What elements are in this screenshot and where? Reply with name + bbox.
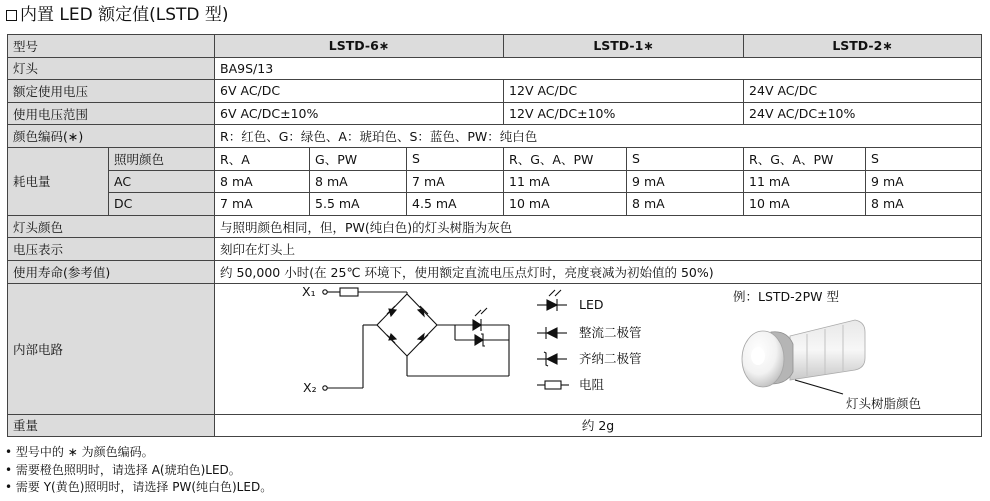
footnote: • 需要 Y(黄色)照明时，请选择 PW(纯白色)LED。 <box>5 480 273 494</box>
dc-cell: 5.5 mA <box>310 193 407 216</box>
voltage-display-row <box>8 238 982 261</box>
legend-led-icon <box>537 290 567 311</box>
legend-zener-label: 齐纳二极管 <box>579 350 642 366</box>
voltage-display-label: 电压表示 <box>8 238 215 261</box>
weight-row <box>8 414 982 437</box>
color-cell: R、A <box>215 147 310 170</box>
voltage-range-1: 12V AC/DC±10% <box>504 102 744 125</box>
x2-label: X₂ <box>303 379 317 395</box>
ac-cell: 11 mA <box>504 170 627 193</box>
footnote: • 需要橙色照明时，请选择 A(琥珀色)LED。 <box>5 462 241 477</box>
ac-cell: 9 mA <box>627 170 744 193</box>
circuit-label: 内部电路 <box>8 283 215 414</box>
model-lstd-6: LSTD-6∗ <box>215 35 504 58</box>
legend-zener-icon <box>537 352 567 366</box>
color-cell: R、G、A、PW <box>744 147 866 170</box>
circuit-cell <box>215 283 982 414</box>
weight-label: 重量 <box>8 414 215 437</box>
x1-label: X₁ <box>302 283 316 299</box>
dc-cell: 8 mA <box>866 193 982 216</box>
consumption-ac-row <box>8 170 982 193</box>
bridge-rectifier-icon <box>377 294 437 356</box>
model-lstd-1: LSTD-1∗ <box>504 35 744 58</box>
footnotes <box>5 444 272 497</box>
life-label: 使用寿命(参考值) <box>8 260 215 283</box>
weight-value: 约 2g <box>215 414 982 437</box>
life-value: 约 50,000 小时(在 25℃ 环境下，使用额定直流电压点灯时，亮度衰减为初始值的 50%) <box>215 260 982 283</box>
base-row <box>8 57 982 80</box>
spec-table <box>7 34 982 437</box>
dc-cell: 10 mA <box>504 193 627 216</box>
legend-rectifier-label: 整流二极管 <box>579 324 642 340</box>
led-in-circuit-icon <box>473 308 487 331</box>
voltage-display-value: 刻印在灯头上 <box>215 238 982 261</box>
consumption-color-label: 照明颜色 <box>109 147 215 170</box>
ac-cell: 7 mA <box>407 170 504 193</box>
circuit-row <box>8 283 982 414</box>
consumption-dc-row <box>8 193 982 216</box>
square-bullet-icon <box>6 10 17 21</box>
color-cell: S <box>866 147 982 170</box>
legend-resistor-label: 电阻 <box>579 376 605 392</box>
color-code-value: R：红色、G：绿色、A：琥珀色、S：蓝色、PW：纯白色 <box>215 125 982 148</box>
voltage-range-row <box>8 102 982 125</box>
resistor-icon <box>340 288 358 296</box>
legend-resistor-icon <box>537 381 569 389</box>
ac-label: AC <box>109 170 215 193</box>
rated-voltage-label: 额定使用电压 <box>8 80 215 103</box>
dc-label: DC <box>109 193 215 216</box>
header-row <box>8 35 982 58</box>
base-label: 灯头 <box>8 57 215 80</box>
zener-in-circuit-icon <box>475 334 485 346</box>
color-cell: G、PW <box>310 147 407 170</box>
voltage-range-6: 6V AC/DC±10% <box>215 102 504 125</box>
dc-cell: 8 mA <box>627 193 744 216</box>
color-cell: S <box>407 147 504 170</box>
page-title-text: 内置 LED 额定值(LSTD 型) <box>20 5 229 25</box>
color-code-row <box>8 125 982 148</box>
ac-cell: 8 mA <box>215 170 310 193</box>
circuit-diagram <box>215 284 982 414</box>
voltage-range-2: 24V AC/DC±10% <box>744 102 982 125</box>
ac-cell: 9 mA <box>866 170 982 193</box>
model-lstd-2: LSTD-2∗ <box>744 35 982 58</box>
resin-label: 灯头树脂颜色 <box>846 395 922 411</box>
base-color-value: 与照明颜色相同，但，PW(纯白色)的灯头树脂为灰色 <box>215 215 982 238</box>
base-color-label: 灯头颜色 <box>8 215 215 238</box>
legend-led-label: LED <box>579 296 604 312</box>
life-row <box>8 260 982 283</box>
ac-cell: 11 mA <box>744 170 866 193</box>
base-color-row <box>8 215 982 238</box>
rated-voltage-1: 12V AC/DC <box>504 80 744 103</box>
rated-voltage-2: 24V AC/DC <box>744 80 982 103</box>
color-code-label: 颜色编码(∗) <box>8 125 215 148</box>
pointer-line <box>795 380 843 394</box>
consumption-label: 耗电量 <box>8 147 109 215</box>
footnote: • 型号中的 ∗ 为颜色编码。 <box>5 445 154 459</box>
dc-cell: 4.5 mA <box>407 193 504 216</box>
x1-terminal-icon <box>323 289 327 293</box>
color-cell: R、G、A、PW <box>504 147 627 170</box>
voltage-range-label: 使用电压范围 <box>8 102 215 125</box>
base-value: BA9S/13 <box>215 57 982 80</box>
consumption-color-row <box>8 147 982 170</box>
dc-cell: 10 mA <box>744 193 866 216</box>
lamp-photo-icon <box>742 320 865 387</box>
x2-terminal-icon <box>323 385 327 389</box>
model-label: 型号 <box>8 35 215 58</box>
dc-cell: 7 mA <box>215 193 310 216</box>
rated-voltage-6: 6V AC/DC <box>215 80 504 103</box>
ac-cell: 8 mA <box>310 170 407 193</box>
rated-voltage-row <box>8 80 982 103</box>
example-label: 例：LSTD-2PW 型 <box>733 288 840 304</box>
color-cell: S <box>627 147 744 170</box>
page-title <box>6 4 229 26</box>
legend-rectifier-icon <box>537 327 567 339</box>
